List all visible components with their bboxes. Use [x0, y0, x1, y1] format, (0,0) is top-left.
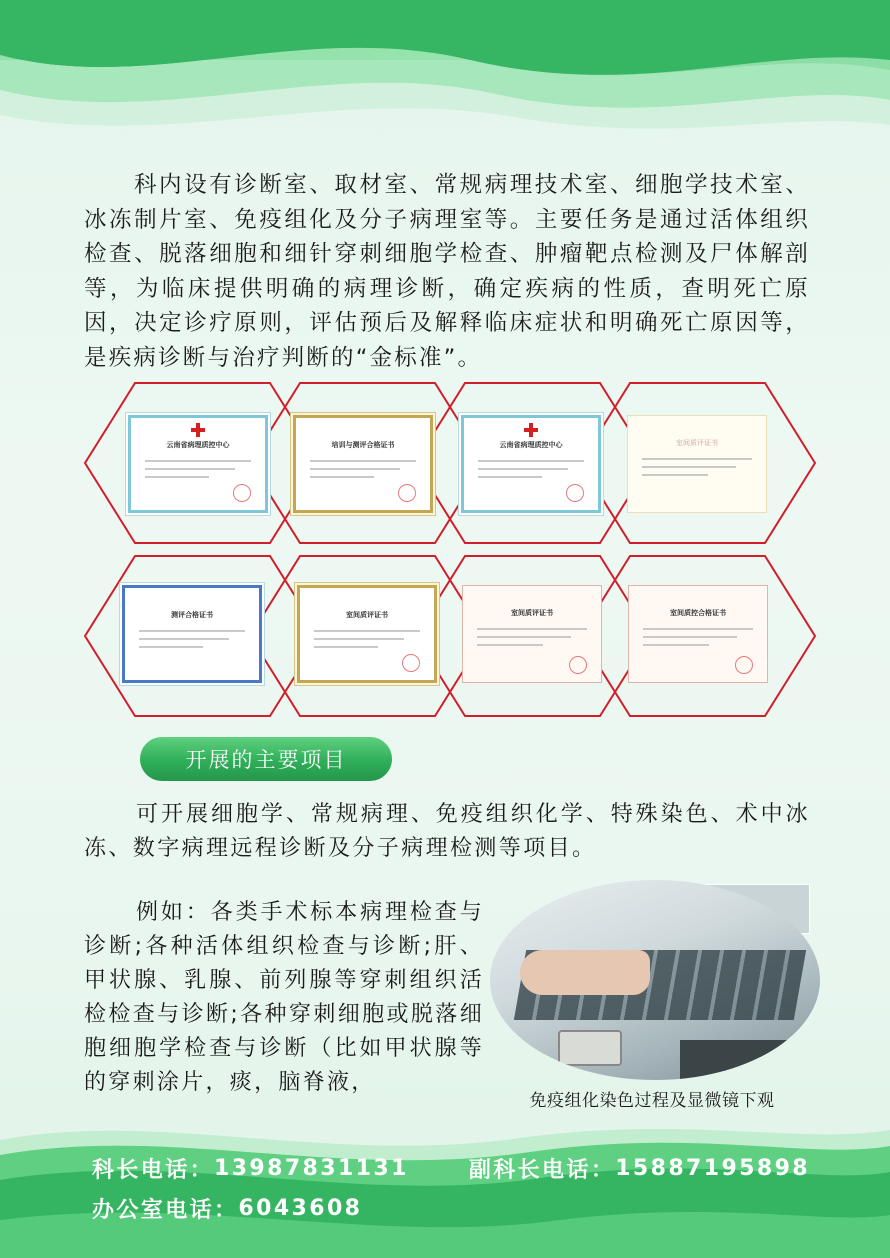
examples-paragraph: 例如：各类手术标本病理检查与诊断;各种活体组织检查与诊断;肝、甲状腺、乳腺、前列腺等穿刺组织活检检查与诊断;各种穿刺细胞或脱落细胞细胞学检查与诊断（比如甲状腺等的穿刺涂片，痰，脑脊液，	[84, 900, 484, 1095]
stamp-icon	[735, 656, 753, 674]
certificate-7: 室间质评证书	[462, 585, 602, 683]
stamp-icon	[402, 654, 420, 672]
red-cross-icon	[191, 423, 205, 437]
certificate-5: 测评合格证书	[122, 585, 262, 683]
intro-paragraph: 科内设有诊断室、取材室、常规病理技术室、细胞学技术室、冰冻制片室、免疫组化及分子病理室等。主要任务是通过活体组织检查、脱落细胞和细针穿刺细胞学检查、肿瘤靶点检测及尸体解剖等，为临床提供明确的病理诊断，确定疾病的性质，查明死亡原因，决定诊疗原则，评估预后及解释临床症状和明确死亡原因等，是疾病诊断与治疗判断的“金标准”。	[84, 172, 810, 371]
deputy-phone-label: 副科长电话：	[468, 1157, 616, 1183]
lab-photo-oval	[490, 880, 820, 1080]
certificate-6: 室间质评证书	[297, 585, 437, 683]
chief-phone-number: 13987831131	[214, 1155, 409, 1181]
contact-phones	[92, 1148, 812, 1228]
chief-phone-label: 科长电话：	[92, 1157, 215, 1183]
projects-paragraph: 可开展细胞学、常规病理、免疫组织化学、特殊染色、术中冰冻、数字病理远程诊断及分子病理检测等项目。	[84, 802, 810, 861]
certificate-3: 云南省病理质控中心	[461, 415, 601, 513]
photo-caption: 免疫组化染色过程及显微镜下观	[529, 1091, 775, 1111]
lab-photo-collage	[490, 880, 820, 1080]
certificate-2: 培训与测评合格证书	[293, 415, 433, 513]
deputy-phone-number: 15887195898	[615, 1155, 811, 1181]
top-wave-banner	[0, 0, 890, 150]
certificate-8: 室间质控合格证书	[628, 585, 768, 683]
certificate-1: 云南省病理质控中心	[128, 415, 268, 513]
stamp-icon	[398, 484, 416, 502]
certificate-gallery	[0, 380, 890, 725]
stamp-icon	[569, 656, 587, 674]
certificate-4: 室间质评证书	[627, 415, 767, 513]
office-phone-label: 办公室电话：	[92, 1197, 239, 1223]
office-phone-number: 6043608	[238, 1195, 363, 1221]
red-cross-icon	[524, 423, 538, 437]
stamp-icon	[233, 484, 251, 502]
section-heading-pill	[140, 737, 392, 781]
section-heading: 开展的主要项目	[185, 748, 347, 772]
stamp-icon	[566, 484, 584, 502]
